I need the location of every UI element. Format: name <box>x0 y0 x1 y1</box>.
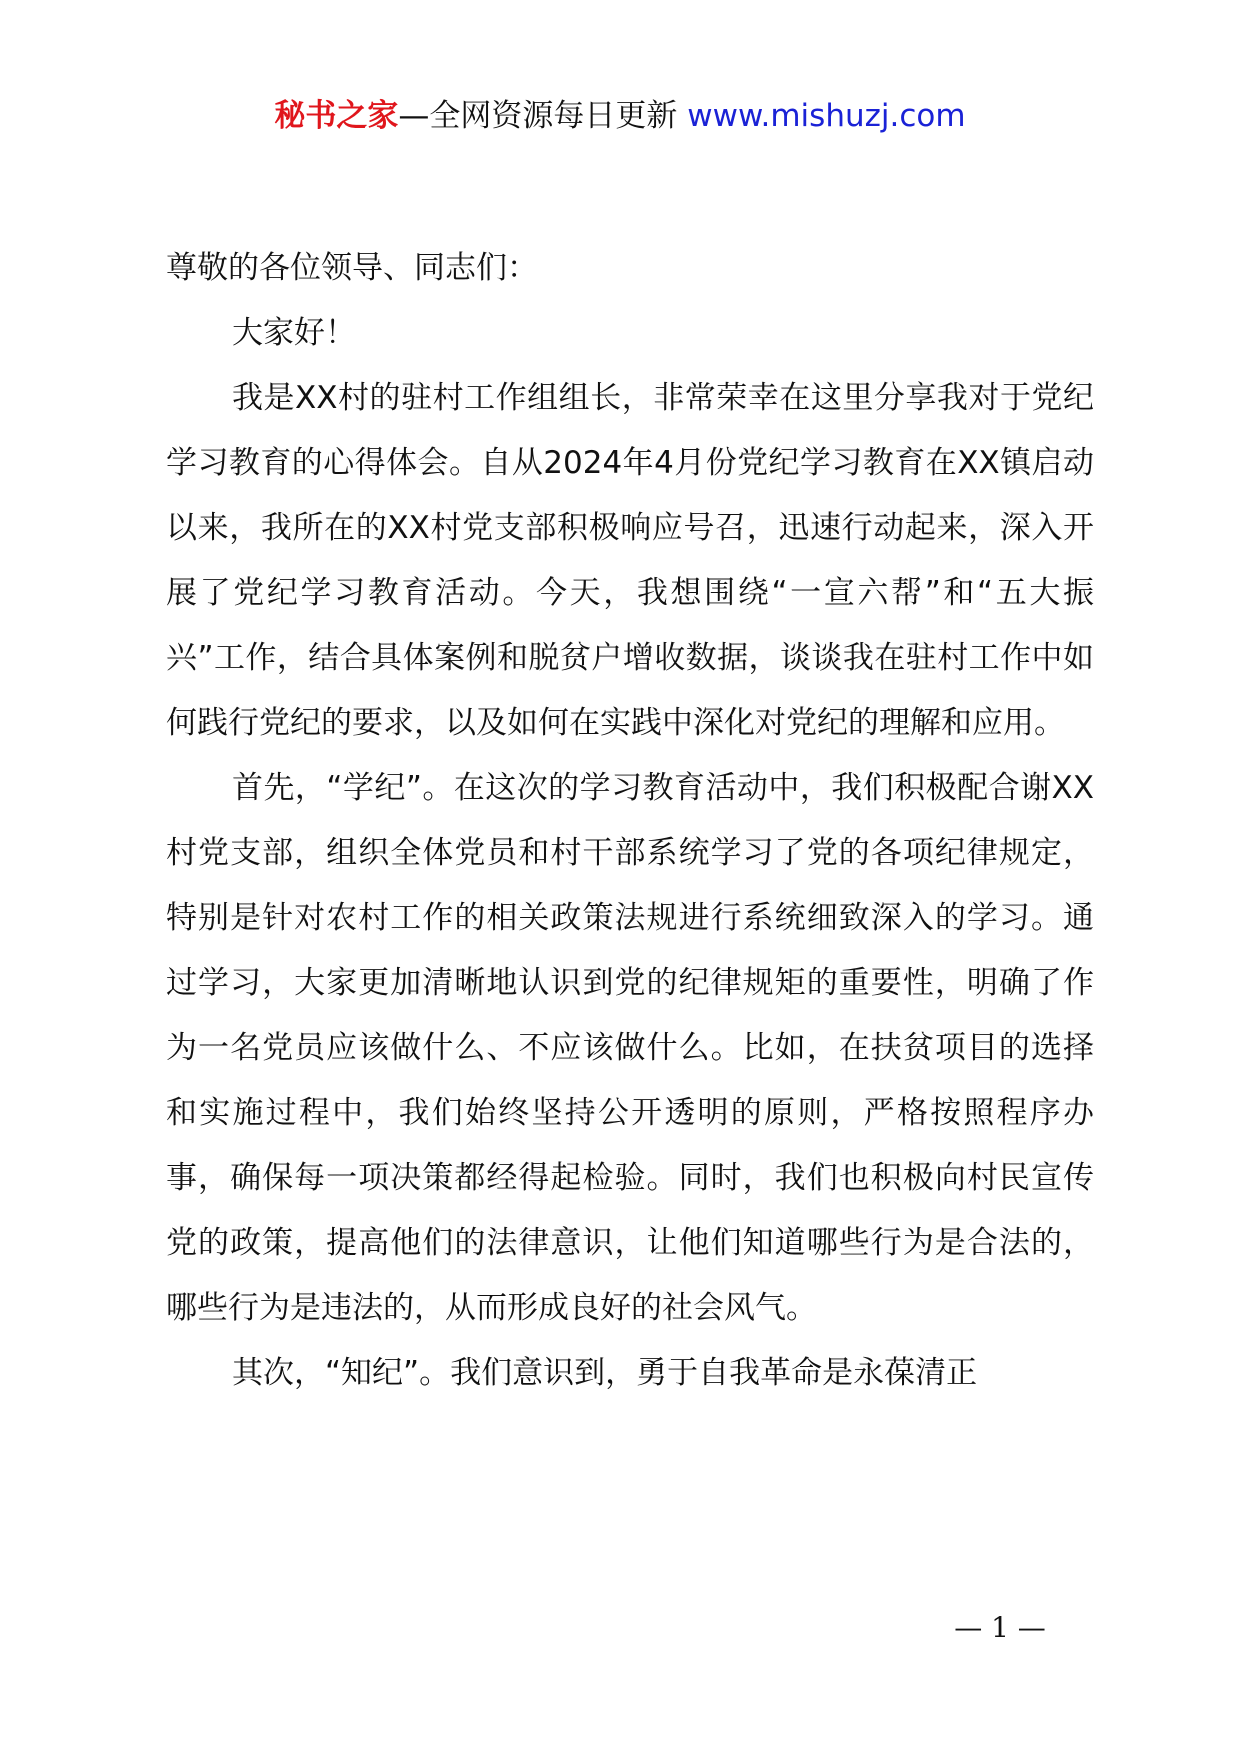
greeting-paragraph: 大家好！ <box>232 315 356 351</box>
intro-paragraph: 我是XX村的驻村工作组组长，非常荣幸在这里分享我对于党纪学习教育的心得体会。自从2024年4月份党纪学习教育在XX镇启动以来，我所在的XX村党支部积极响应号召，迅速行动起来，深入开展了党纪学习教育活动。今天，我想围绕“一宣六帮”和“五大振兴”工作，结合具体案例和脱贫户增收数据，谈谈我在驻村工作中如何践行党纪的要求，以及如何在实践中深化对党纪的理解和应用。 <box>166 380 1094 741</box>
header-tagline: —全网资源每日更新 <box>398 98 688 134</box>
brand-name: 秘书之家 <box>274 98 399 134</box>
site-header <box>0 96 1240 136</box>
document-body <box>166 236 1094 1406</box>
learning-discipline-paragraph: 首先，“学纪”。在这次的学习教育活动中，我们积极配合谢XX村党支部，组织全体党员和村干部系统学习了党的各项纪律规定，特别是针对农村工作的相关政策法规进行系统细致深入的学习。通过学习，大家更加清晰地认识到党的纪律规矩的重要性，明确了作为一名党员应该做什么、不应该做什么。比如，在扶贫项目的选择和实施过程中，我们始终坚持公开透明的原则，严格按照程序办事，确保每一项决策都经得起检验。同时，我们也积极向村民宣传党的政策，提高他们的法律意识，让他们知道哪些行为是合法的，哪些行为是违法的，从而形成良好的社会风气。 <box>166 770 1094 1326</box>
knowing-discipline-paragraph: 其次，“知纪”。我们意识到，勇于自我革命是永葆清正 <box>232 1355 978 1391</box>
website-link[interactable]: www.mishuzj.com <box>687 98 966 134</box>
page-number: — 1 — <box>954 1611 1046 1644</box>
salutation: 尊敬的各位领导、同志们： <box>166 250 538 286</box>
